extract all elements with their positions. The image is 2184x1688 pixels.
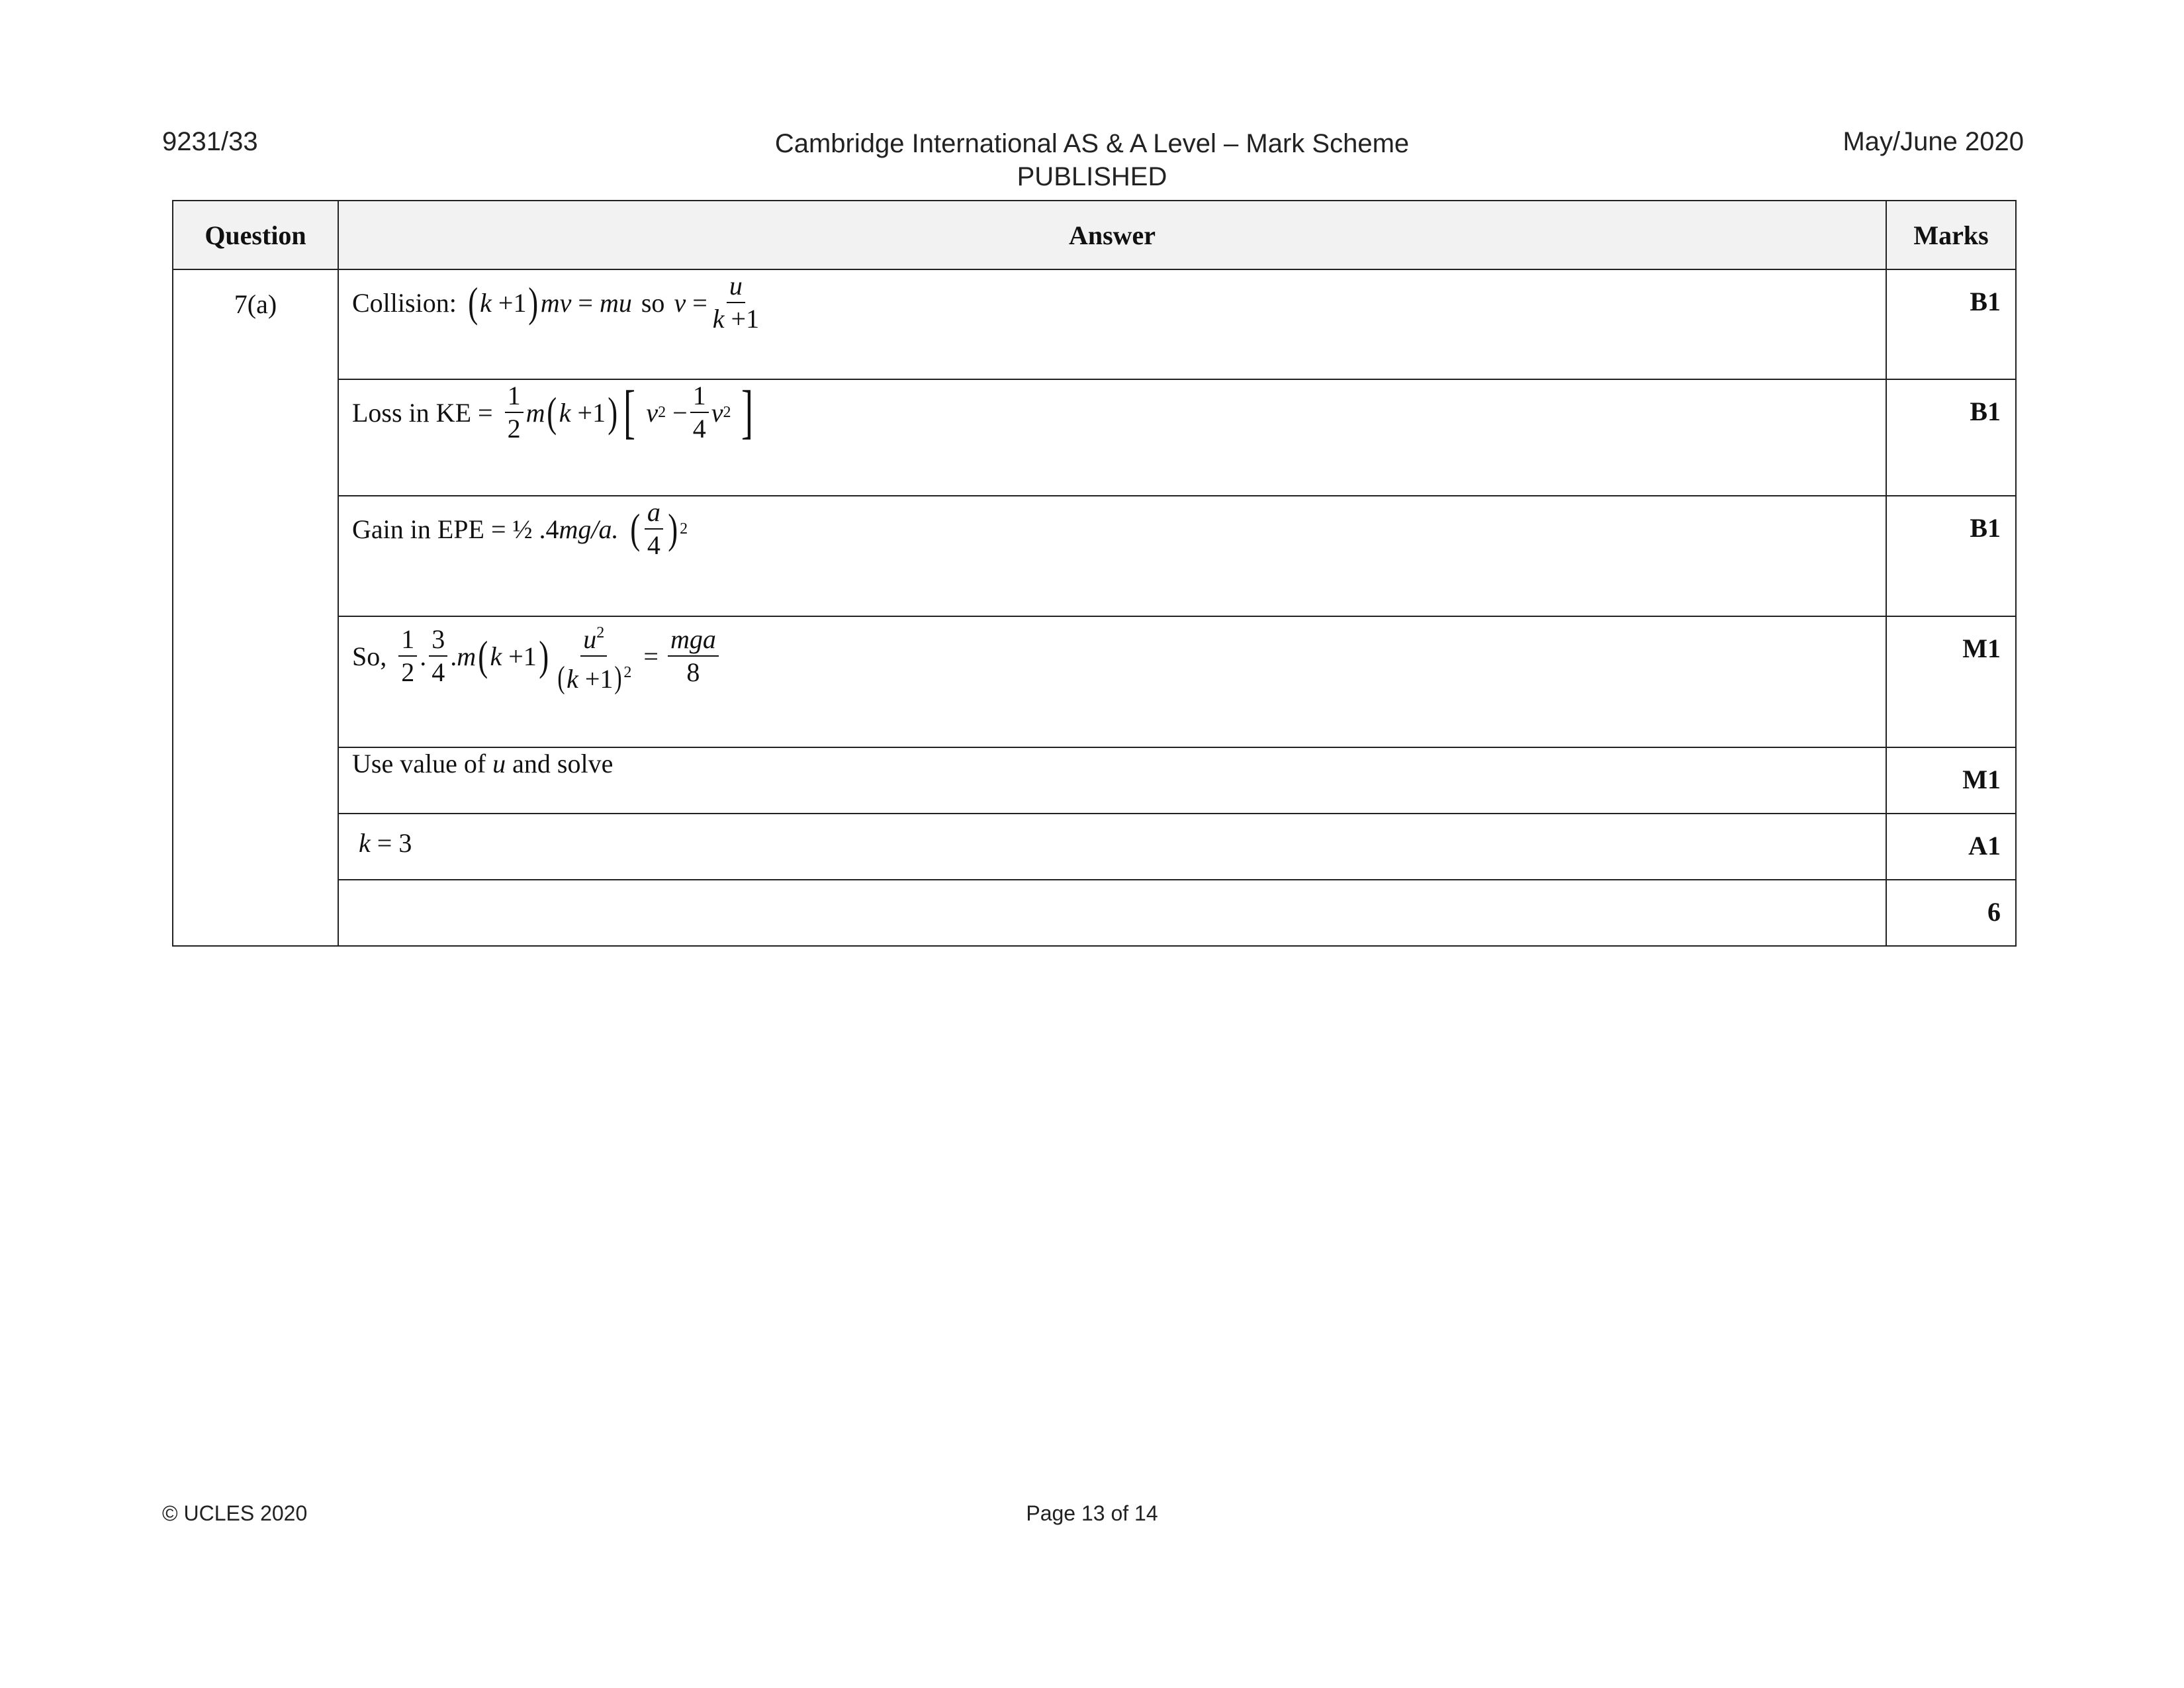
mark-value: B1 [1886, 269, 2016, 379]
column-header-answer: Answer [338, 201, 1886, 269]
exam-session: May/June 2020 [1843, 127, 2024, 156]
table-row [173, 379, 2016, 496]
answer-label: Collision: [352, 287, 457, 318]
title-line-1: Cambridge International AS & A Level – Mark Scheme [774, 129, 1410, 158]
epe-gain-equation: Gain in EPE = ½ .4 mg/a. ( $\frac{a}{4}$ ) 2 [352, 497, 688, 560]
mark-value: B1 [1886, 379, 2016, 496]
answer-text: Use value of [352, 749, 486, 778]
answer-text: and solve [512, 749, 614, 778]
title-line-2: PUBLISHED [1017, 162, 1167, 191]
final-answer [352, 814, 1872, 859]
table-row [173, 747, 2016, 814]
answer-label: So, [352, 641, 387, 671]
answer-cell [338, 616, 1886, 747]
energy-balance-equation: So, $\frac{1}{2}$ . $\frac{3}{4}$ . m ( k +1 ) $\frac{u^2}{(k +1)^2}$ = $\frac{\text{mga}}{8}$ [352, 617, 1872, 695]
answer-label: Loss in KE = [352, 397, 493, 428]
mark-value: A1 [1886, 814, 2016, 880]
document-title [695, 127, 1489, 193]
paper-code: 9231/33 [162, 127, 258, 156]
answer-cell [338, 379, 1886, 496]
table-row [173, 616, 2016, 747]
question-number: 7(a) [173, 269, 338, 946]
table-row [173, 814, 2016, 880]
answer-value: = 3 [377, 828, 412, 858]
answer-cell [338, 269, 1886, 379]
answer-conjunction: so [641, 287, 665, 318]
answer-cell [338, 496, 1886, 616]
column-header-marks: Marks [1886, 201, 2016, 269]
answer-cell [338, 880, 1886, 946]
answer-variable: u [492, 749, 506, 778]
table-row [173, 496, 2016, 616]
column-header-question: Question [173, 201, 338, 269]
method-text [352, 748, 1872, 779]
answer-label-tail: mg/a. [559, 514, 619, 544]
mark-value: M1 [1886, 616, 2016, 747]
answer-variable: k [359, 828, 371, 858]
ke-loss-equation: Loss in KE = $\frac{1}{2}$ m ( k +1 ) [ v 2 − $\frac{1}{4}$ v 2 ] [352, 379, 754, 445]
table-row [173, 269, 2016, 379]
copyright-notice: © UCLES 2020 [162, 1501, 308, 1525]
answer-label: Gain in EPE = ½ .4 [352, 514, 559, 544]
mark-scheme-table [172, 200, 2017, 947]
page-number: Page 13 of 14 [1026, 1501, 1158, 1525]
answer-cell [338, 814, 1886, 880]
collision-equation: Collision: ( k +1 ) mv = mu so v = $\frac{u}{k +1}$ [352, 271, 760, 334]
mark-value: B1 [1886, 496, 2016, 616]
mark-value: M1 [1886, 747, 2016, 814]
total-marks: 6 [1886, 880, 2016, 946]
answer-cell [338, 747, 1886, 814]
table-header-row [173, 201, 2016, 269]
table-row [173, 880, 2016, 946]
